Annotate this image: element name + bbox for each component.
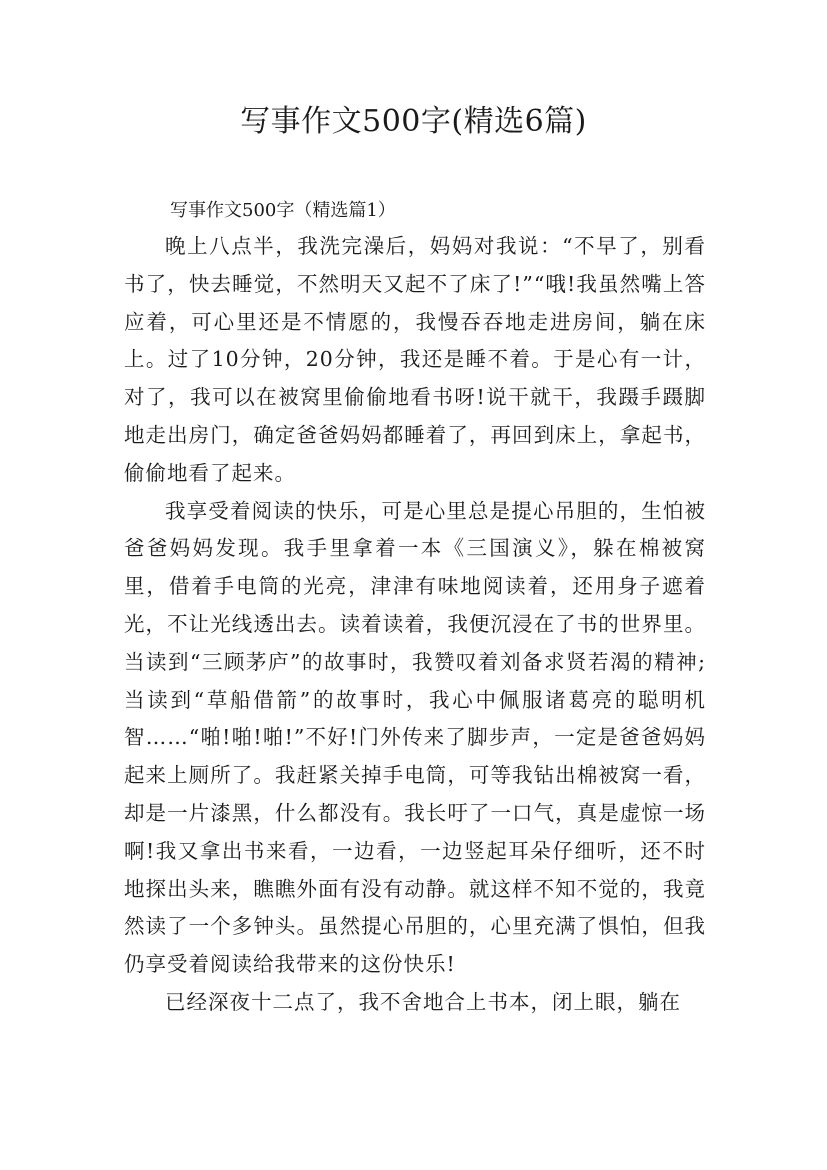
paragraph-2: 我享受着阅读的快乐，可是心里总是提心吊胆的，生怕被爸爸妈妈发现。我手里拿着一本《三国演义》，躲在棉被窝里，借着手电筒的光亮，津津有味地阅读着，还用身子遮着光，不让光线透出去。读着读着，我便沉浸在了书的世界里。当读到“三顾茅庐”的故事时，我赞叹着刘备求贤若渴的精神;当读到“草船借箭”的故事时，我心中佩服诸葛亮的聪明机智……“啪!啪!啪!”不好!门外传来了脚步声，一定是爸爸妈妈起来上厕所了。我赶紧关掉手电筒，可等我钻出棉被窝一看，却是一片漆黑，什么都没有。我长吁了一口气，真是虚惊一场啊!我又拿出书来看，一边看，一边竖起耳朵仔细听，还不时地探出头来，瞧瞧外面有没有动静。就这样不知不觉的，我竟然读了一个多钟头。虽然提心吊胆的，心里充满了惧怕，但我仍享受着阅读给我带来的这份快乐! xyxy=(124,498,706,977)
section-heading: 写事作文500字（精选篇1） xyxy=(170,200,396,221)
paragraph-1: 晚上八点半，我洗完澡后，妈妈对我说：“不早了，别看书了，快去睡觉，不然明天又起不了床了!”“哦!我虽然嘴上答应着，可心里还是不情愿的，我慢吞吞地走进房间，躺在床上。过了10分钟，20分钟，我还是睡不着。于是心有一计，对了，我可以在被窝里偷偷地看书呀!说干就干，我蹑手蹑脚地走出房门，确定爸爸妈妈都睡着了，再回到床上，拿起书，偷偷地看了起来。 xyxy=(124,234,706,485)
document-title: 写事作文500字(精选6篇) xyxy=(240,104,587,139)
paragraph-3: 已经深夜十二点了，我不舍地合上书本，闭上眼，躺在 xyxy=(165,989,681,1014)
document-body xyxy=(124,194,706,1022)
